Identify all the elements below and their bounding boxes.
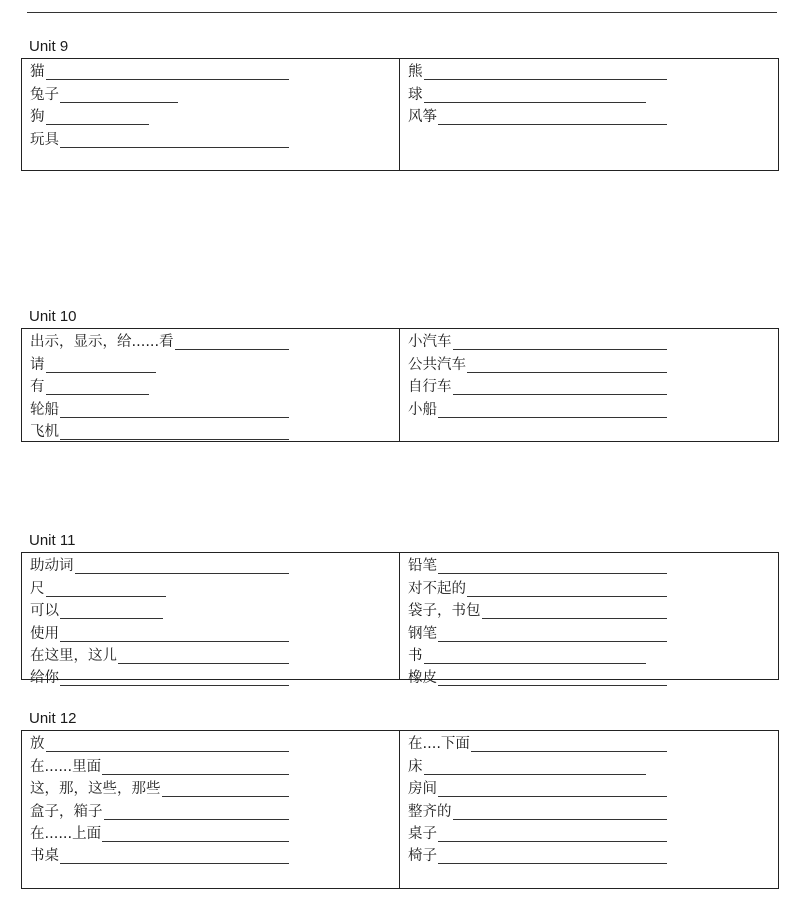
answer-blank-line[interactable] xyxy=(438,848,667,864)
vocab-entry xyxy=(30,105,399,127)
answer-blank-line[interactable] xyxy=(46,64,290,80)
vocab-entry xyxy=(408,844,778,866)
answer-blank-line[interactable] xyxy=(102,759,289,775)
vocab-entry xyxy=(30,644,399,666)
vocab-prompt: 盒子，箱子 xyxy=(30,803,103,820)
vocab-prompt: 轮船 xyxy=(30,401,59,418)
vocab-prompt: 书 xyxy=(408,647,423,664)
answer-blank-line[interactable] xyxy=(60,670,289,686)
vocab-prompt: 球 xyxy=(408,86,423,103)
vocab-prompt: 放 xyxy=(30,736,45,753)
vocab-prompt: 飞机 xyxy=(30,423,59,440)
vocab-column-right xyxy=(400,59,778,170)
vocab-prompt: 尺 xyxy=(30,580,45,597)
answer-blank-line[interactable] xyxy=(46,109,149,125)
vocab-prompt: 在....下面 xyxy=(408,736,470,753)
answer-blank-line[interactable] xyxy=(453,804,668,820)
vocab-entry xyxy=(30,799,399,821)
vocab-entry xyxy=(30,754,399,776)
answer-blank-line[interactable] xyxy=(424,648,646,664)
vocab-entry xyxy=(30,777,399,799)
answer-blank-line[interactable] xyxy=(60,402,289,418)
vocab-entry xyxy=(30,330,399,352)
vocab-entry xyxy=(30,732,399,754)
vocab-entry xyxy=(408,397,778,419)
vocab-entry xyxy=(30,420,399,442)
vocab-prompt: 自行车 xyxy=(408,379,452,396)
vocab-prompt: 助动词 xyxy=(30,558,74,575)
vocab-entry xyxy=(30,60,399,82)
vocab-entry xyxy=(30,375,399,397)
answer-blank-line[interactable] xyxy=(60,87,178,103)
vocab-entry xyxy=(408,822,778,844)
vocab-prompt: 可以 xyxy=(30,603,59,620)
vocab-entry xyxy=(408,352,778,374)
answer-blank-line[interactable] xyxy=(453,334,668,350)
vocab-prompt: 出示，显示，给......看 xyxy=(30,334,174,351)
answer-blank-line[interactable] xyxy=(438,670,667,686)
vocab-entry xyxy=(30,621,399,643)
vocab-column-left xyxy=(22,731,400,888)
top-rule xyxy=(27,12,777,13)
vocab-entry xyxy=(408,554,778,576)
vocab-entry xyxy=(408,754,778,776)
vocab-entry xyxy=(408,732,778,754)
vocab-prompt: 使用 xyxy=(30,625,59,642)
vocab-table xyxy=(21,552,779,687)
answer-blank-line[interactable] xyxy=(162,781,290,797)
vocab-prompt: 整齐的 xyxy=(408,803,452,820)
vocab-prompt: 床 xyxy=(408,758,423,775)
answer-blank-line[interactable] xyxy=(46,379,149,395)
vocab-column-right xyxy=(400,329,778,441)
vocab-prompt: 袋子，书包 xyxy=(408,603,481,620)
answer-blank-line[interactable] xyxy=(467,357,667,373)
vocab-entry xyxy=(408,576,778,598)
vocab-prompt: 对不起的 xyxy=(408,580,466,597)
vocab-prompt: 书桌 xyxy=(30,848,59,865)
vocab-prompt: 这，那，这些，那些 xyxy=(30,781,161,798)
vocab-prompt: 风筝 xyxy=(408,109,437,126)
vocab-prompt: 在这里，这儿 xyxy=(30,647,117,664)
answer-blank-line[interactable] xyxy=(102,826,289,842)
answer-blank-line[interactable] xyxy=(438,826,667,842)
unit-title: Unit 12 xyxy=(29,710,77,727)
vocab-prompt: 兔子 xyxy=(30,86,59,103)
vocab-prompt: 钢笔 xyxy=(408,625,437,642)
answer-blank-line[interactable] xyxy=(46,357,156,373)
vocab-entry xyxy=(30,844,399,866)
answer-blank-line[interactable] xyxy=(60,848,289,864)
vocab-entry xyxy=(408,60,778,82)
vocab-prompt: 猫 xyxy=(30,64,45,81)
answer-blank-line[interactable] xyxy=(46,581,166,597)
unit-title: Unit 9 xyxy=(29,38,69,55)
vocab-prompt: 房间 xyxy=(408,781,437,798)
vocab-entry xyxy=(30,576,399,598)
answer-blank-line[interactable] xyxy=(104,804,290,820)
answer-blank-line[interactable] xyxy=(438,558,667,574)
vocab-prompt: 橡皮 xyxy=(408,670,437,687)
answer-blank-line[interactable] xyxy=(424,64,668,80)
vocab-table xyxy=(21,328,779,442)
answer-blank-line[interactable] xyxy=(438,626,667,642)
vocab-entry xyxy=(408,777,778,799)
answer-blank-line[interactable] xyxy=(75,558,290,574)
vocab-prompt: 有 xyxy=(30,379,45,396)
answer-blank-line[interactable] xyxy=(424,759,646,775)
vocab-entry xyxy=(408,330,778,352)
vocab-table xyxy=(21,58,779,171)
answer-blank-line[interactable] xyxy=(60,626,289,642)
vocab-column-right xyxy=(400,731,778,888)
vocab-prompt: 桌子 xyxy=(408,825,437,842)
answer-blank-line[interactable] xyxy=(60,603,163,619)
vocab-entry xyxy=(408,666,778,688)
vocab-entry xyxy=(408,82,778,104)
vocab-entry xyxy=(408,105,778,127)
vocab-prompt: 公共汽车 xyxy=(408,356,466,373)
answer-blank-line[interactable] xyxy=(438,781,667,797)
unit-title: Unit 10 xyxy=(29,308,77,325)
vocab-entry xyxy=(30,822,399,844)
answer-blank-line[interactable] xyxy=(118,648,289,664)
vocab-prompt: 椅子 xyxy=(408,848,437,865)
vocab-entry xyxy=(30,554,399,576)
vocab-entry xyxy=(30,397,399,419)
vocab-entry xyxy=(30,82,399,104)
answer-blank-line[interactable] xyxy=(467,581,667,597)
vocab-column-left xyxy=(22,553,400,687)
vocab-column-left xyxy=(22,59,400,170)
vocab-prompt: 请 xyxy=(30,356,45,373)
answer-blank-line[interactable] xyxy=(438,402,667,418)
answer-blank-line[interactable] xyxy=(438,109,667,125)
vocab-prompt: 在......里面 xyxy=(30,758,102,775)
vocab-entry xyxy=(408,599,778,621)
answer-blank-line[interactable] xyxy=(60,424,289,440)
answer-blank-line[interactable] xyxy=(453,379,668,395)
vocab-prompt: 给你 xyxy=(30,670,59,687)
vocab-column-right xyxy=(400,553,778,687)
vocab-prompt: 铅笔 xyxy=(408,558,437,575)
vocab-entry xyxy=(408,621,778,643)
vocab-entry xyxy=(30,666,399,688)
vocab-prompt: 在......上面 xyxy=(30,825,102,842)
vocab-entry xyxy=(30,599,399,621)
vocab-entry xyxy=(408,644,778,666)
vocab-prompt: 玩具 xyxy=(30,131,59,148)
vocab-prompt: 小船 xyxy=(408,401,437,418)
answer-blank-line[interactable] xyxy=(471,736,667,752)
answer-blank-line[interactable] xyxy=(60,132,289,148)
vocab-column-left xyxy=(22,329,400,441)
vocab-prompt: 小汽车 xyxy=(408,334,452,351)
vocab-entry xyxy=(408,375,778,397)
vocab-entry xyxy=(408,799,778,821)
unit-title: Unit 11 xyxy=(29,532,76,549)
vocab-table xyxy=(21,730,779,889)
answer-blank-line[interactable] xyxy=(175,334,289,350)
vocab-prompt: 狗 xyxy=(30,109,45,126)
answer-blank-line[interactable] xyxy=(482,603,668,619)
answer-blank-line[interactable] xyxy=(46,736,290,752)
vocab-entry xyxy=(30,352,399,374)
vocab-prompt: 熊 xyxy=(408,64,423,81)
vocab-entry xyxy=(30,127,399,149)
answer-blank-line[interactable] xyxy=(424,87,646,103)
